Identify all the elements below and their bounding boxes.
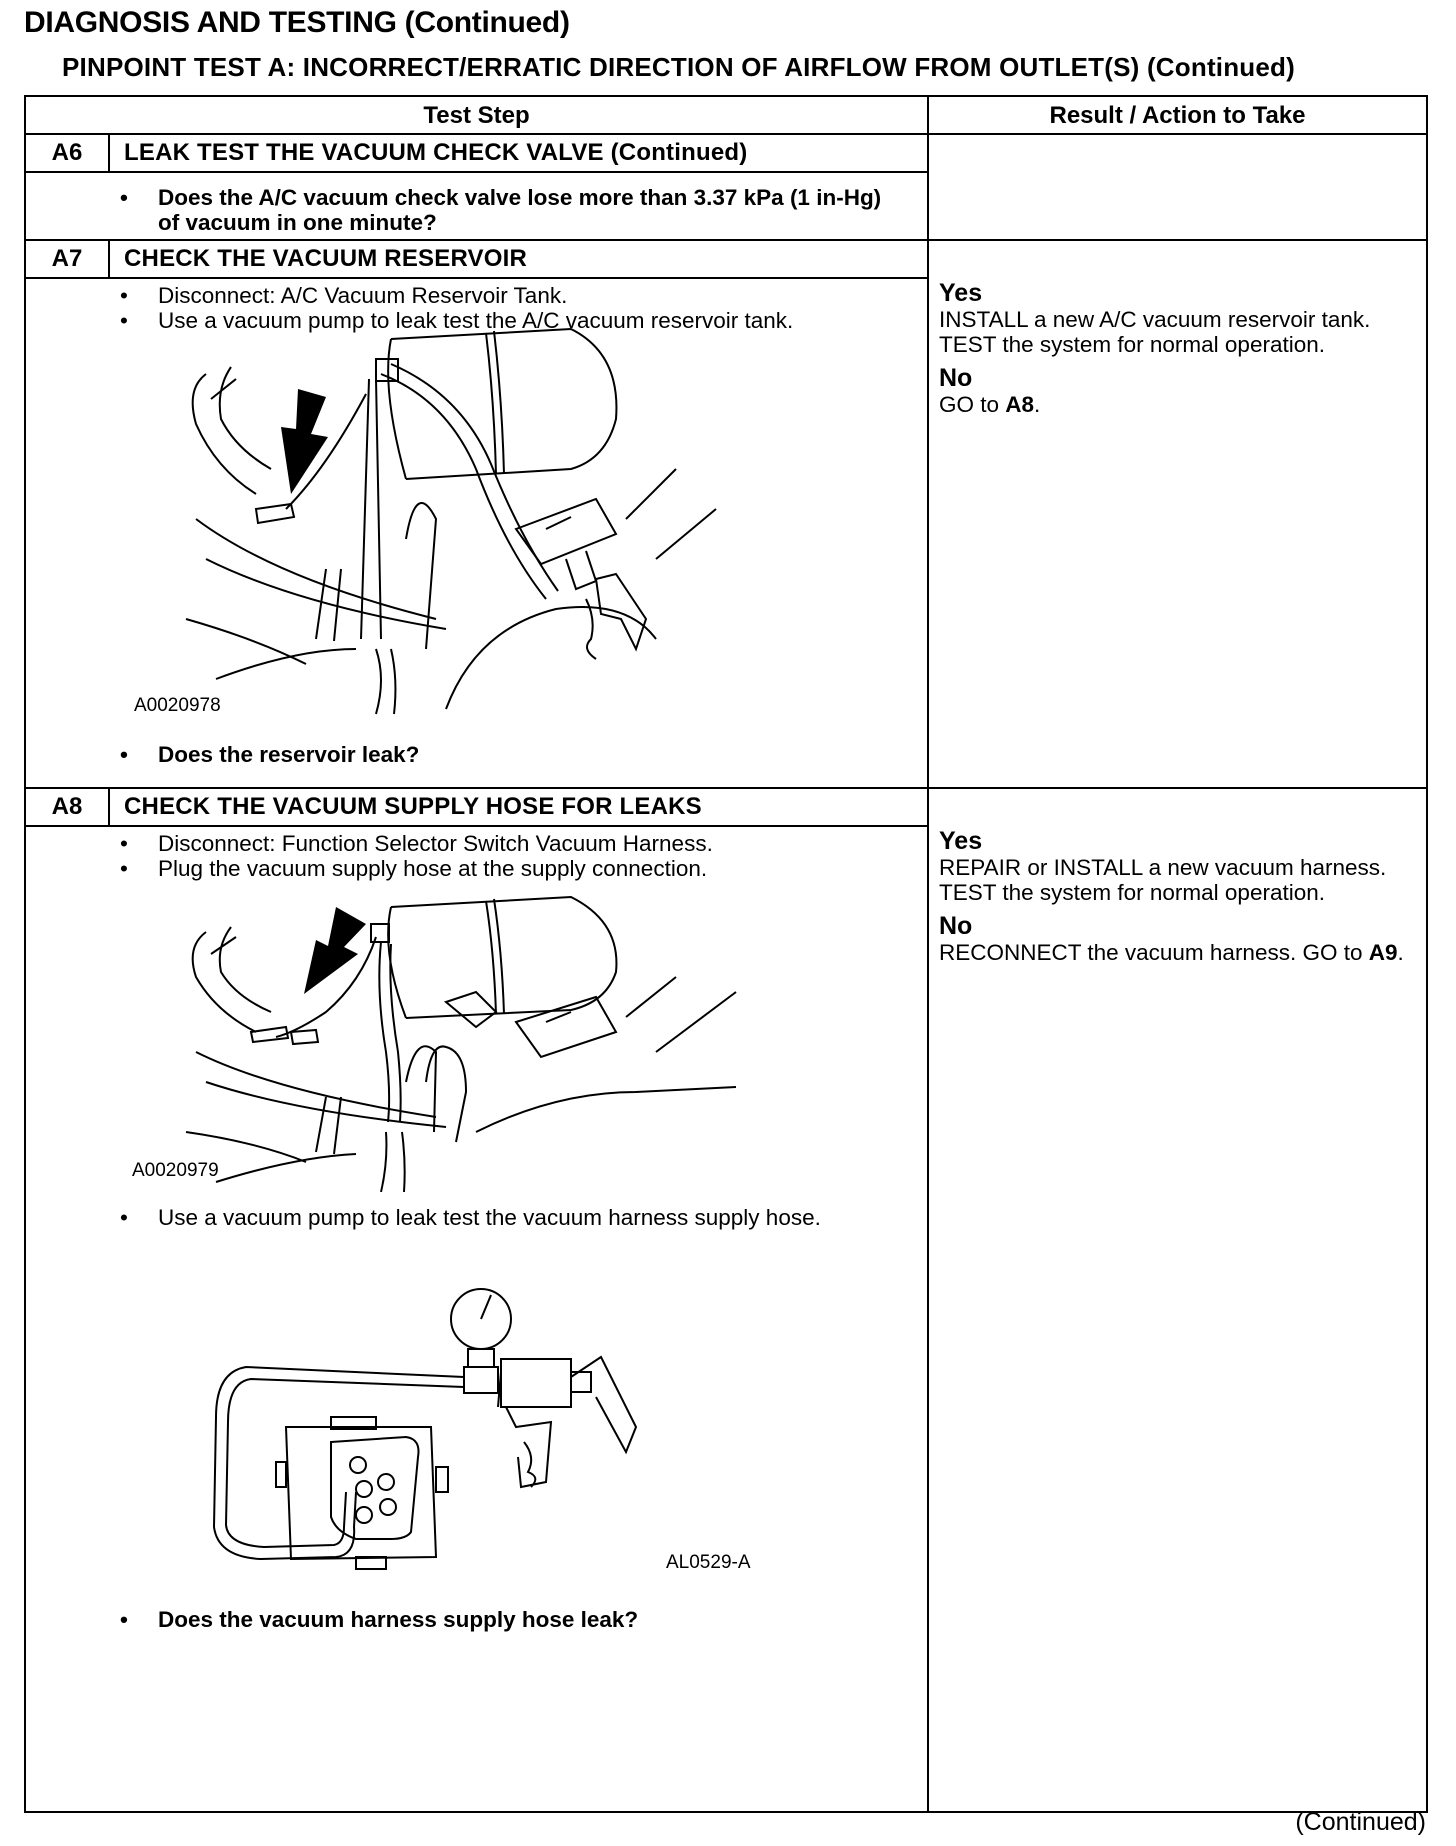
a8-no-text: RECONNECT the vacuum harness. GO to A9. <box>939 940 1404 965</box>
a8-question: • Does the vacuum harness supply hose leak? <box>120 1607 639 1632</box>
vacuum-supply-hose-illustration <box>176 892 776 1192</box>
row-border <box>26 277 927 279</box>
column-header-test-step: Test Step <box>423 102 530 129</box>
a7-question: • Does the reservoir leak? <box>120 742 420 767</box>
a7-no-text: GO to A8. <box>939 392 1041 417</box>
pinpoint-test-table <box>24 95 1428 1813</box>
column-divider <box>927 97 929 1811</box>
a6-question: • Does the A/C vacuum check valve lose more than 3.37 kPa (1 in-Hg) of vacuum in one minute? <box>120 185 882 235</box>
a7-yes-text: INSTALL a new A/C vacuum reservoir tank. TEST the system for normal operation. <box>939 307 1371 357</box>
a8-step-2: • Plug the vacuum supply hose at the supply connection. <box>120 856 708 881</box>
a8-result <box>939 828 1419 965</box>
a7-result <box>939 280 1419 417</box>
a8-yes-text: REPAIR or INSTALL a new vacuum harness. TEST the system for normal operation. <box>939 855 1387 905</box>
a8-step-3: • Use a vacuum pump to leak test the vacuum harness supply hose. <box>120 1205 821 1230</box>
figure-id-a0020978: A0020978 <box>134 695 221 716</box>
step-id-divider <box>108 135 110 173</box>
step-title-a7: CHECK THE VACUUM RESERVOIR <box>124 245 528 272</box>
a8-step-1: • Disconnect: Function Selector Switch Vacuum Harness. <box>120 831 713 856</box>
a7-yes-label: Yes <box>939 279 983 307</box>
a7-no-ref: A8 <box>1005 392 1035 417</box>
a7-step-1: • Disconnect: A/C Vacuum Reservoir Tank. <box>120 283 568 308</box>
a8-yes-label: Yes <box>939 827 983 855</box>
a8-no-label: No <box>939 912 973 940</box>
page-subtitle: PINPOINT TEST A: INCORRECT/ERRATIC DIRECTION OF AIRFLOW FROM OUTLET(S) (Continued) <box>62 52 1295 82</box>
figure-id-al0529-a: AL0529-A <box>666 1552 751 1573</box>
vacuum-reservoir-illustration <box>176 319 776 719</box>
figure-id-a0020979: A0020979 <box>132 1160 219 1181</box>
step-title-a8: CHECK THE VACUUM SUPPLY HOSE FOR LEAKS <box>124 793 702 820</box>
a8-no-ref: A9 <box>1368 940 1398 965</box>
step-id-a8: A8 <box>51 793 83 820</box>
step-id-a7: A7 <box>51 245 83 272</box>
step-title-a6: LEAK TEST THE VACUUM CHECK VALVE (Continued) <box>124 139 748 166</box>
continued-footer: (Continued) <box>1295 1808 1426 1836</box>
row-border <box>26 171 927 173</box>
row-border <box>26 825 927 827</box>
page-title: DIAGNOSIS AND TESTING (Continued) <box>24 6 570 39</box>
a7-no-label: No <box>939 364 973 392</box>
column-header-result: Result / Action to Take <box>1049 102 1306 129</box>
step-id-divider <box>108 241 110 279</box>
vacuum-pump-test-illustration <box>206 1277 766 1577</box>
step-id-a6: A6 <box>51 139 83 166</box>
a7-step-2: • Use a vacuum pump to leak test the A/C vacuum reservoir tank. <box>120 308 794 333</box>
step-id-divider <box>108 789 110 827</box>
